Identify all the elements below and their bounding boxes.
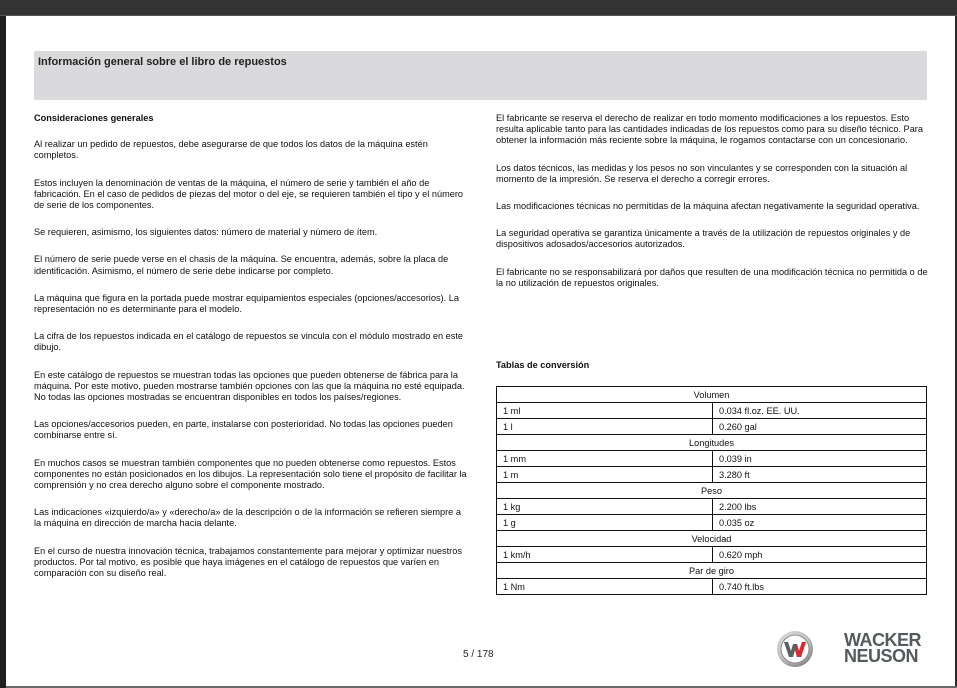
- document-page: [6, 16, 955, 686]
- paragraph: El número de serie puede verse en el chasis de la máquina. Se encuentra, además, sobre la placa de identificación. Asimismo, el número de serie debe indicarse por completo.: [34, 254, 449, 276]
- group-row: [497, 387, 927, 403]
- paragraph: Estos incluyen la denominación de ventas de la máquina, el número de serie y también el año de fabricación. En el caso de pedidos de piezas del motor o del eje, se requieren también el tipo y el número de serie de los componentes.: [34, 177, 464, 211]
- section-header-band: [34, 51, 927, 100]
- paragraph: Las opciones/accesorios pueden, en parte, instalarse con posterioridad. No todas las opciones pueden combinarse entre sí.: [34, 419, 453, 441]
- metric-cell: 1 kg: [497, 499, 713, 515]
- section-heading: Consideraciones generales: [34, 113, 154, 123]
- table-row: [497, 547, 927, 563]
- viewer-top-bar: [0, 0, 957, 16]
- metric-cell: 1 l: [497, 419, 713, 435]
- brand-wordmark: [844, 632, 921, 664]
- metric-cell: 1 ml: [497, 403, 713, 419]
- paragraph: Se requieren, asimismo, los siguientes datos: número de material y número de ítem.: [34, 227, 378, 238]
- right-column: [496, 113, 928, 305]
- left-column: [34, 113, 469, 595]
- page-title: Información general sobre el libro de repuestos: [38, 56, 287, 68]
- imperial-cell: 0.034 fl.oz. EE. UU.: [713, 403, 927, 419]
- paragraph: Al realizar un pedido de repuestos, debe asegurarse de que todos los datos de la máquina estén completos.: [34, 139, 428, 161]
- conversion-tables-heading: Tablas de conversión: [496, 360, 590, 370]
- paragraph: La máquina que figura en la portada puede mostrar equipamientos especiales (opciones/accesorios). La representación no es determinante para el modelo.: [34, 292, 459, 315]
- paragraph: El fabricante no se responsabilizará por daños que resulten de una modificación técnica no permitida o de la no utilización de repuestos originales.: [496, 266, 928, 288]
- group-row: [497, 483, 927, 499]
- group-row: [497, 563, 927, 579]
- paragraph: La cifra de los repuestos indicada en el catálogo de repuestos se vincula con el módulo mostrado en este dibujo.: [34, 331, 464, 353]
- imperial-cell: 0.035 oz: [713, 515, 927, 531]
- metric-cell: 1 mm: [497, 451, 713, 467]
- table-row: [497, 467, 927, 483]
- group-label: Par de giro: [497, 563, 927, 579]
- imperial-cell: 3.280 ft: [713, 467, 927, 483]
- page-indicator: 5 / 178: [463, 649, 494, 660]
- table-row: [497, 451, 927, 467]
- metric-cell: 1 Nm: [497, 579, 713, 595]
- imperial-cell: 2.200 lbs: [713, 499, 927, 515]
- wacker-neuson-emblem-icon: [776, 630, 814, 668]
- paragraph: En este catálogo de repuestos se muestran todas las opciones que pueden obtenerse de fábrica para la máquina. Por este motivo, pueden mostrarse también opciones con las que la máquina no esté equipada. No todas las opciones mostradas se encuentran disponibles en todos los países/regiones.: [34, 369, 465, 403]
- brand-line-2: NEUSON: [844, 646, 919, 666]
- paragraph: En muchos casos se muestran también componentes que no pueden obtenerse como repuestos. Estos componentes no están posicionados en los dibujos. La representación solo tiene el propósito de facilitar la comprensión y no crea derecho alguno sobre el componente mostrado.: [34, 457, 467, 491]
- paragraph: La seguridad operativa se garantiza únicamente a través de la utilización de repuestos originales y de dispositivos adosados/accesorios autorizados.: [496, 228, 911, 250]
- imperial-cell: 0.620 mph: [713, 547, 927, 563]
- paragraph: En el curso de nuestra innovación técnica, trabajamos constantemente para mejorar y optimizar nuestros productos. Por tal motivo, es posible que haya imágenes en el catálogo de repuestos que varíen en comparación con su diseño real.: [34, 545, 462, 579]
- metric-cell: 1 g: [497, 515, 713, 531]
- table-row: [497, 419, 927, 435]
- group-row: [497, 531, 927, 547]
- table-row: [497, 515, 927, 531]
- table-row: [497, 579, 927, 595]
- paragraph: Las modificaciones técnicas no permitidas de la máquina afectan negativamente la seguridad operativa.: [496, 201, 920, 212]
- group-row: [497, 435, 927, 451]
- metric-cell: 1 km/h: [497, 547, 713, 563]
- brand-logo: [776, 630, 936, 670]
- paragraph: El fabricante se reserva el derecho de realizar en todo momento modificaciones a los repuestos. Esto resulta aplicable tanto para las cantidades indicadas de los repuestos como para su diseño técnico. Para obtener la información más reciente sobre la máquina, le rogamos contactarse con un concesionario.: [496, 113, 923, 146]
- table-row: [497, 499, 927, 515]
- imperial-cell: 0.740 ft.lbs: [713, 579, 927, 595]
- imperial-cell: 0.260 gal: [713, 419, 927, 435]
- brand-line-1: WACKER: [844, 630, 921, 650]
- metric-cell: 1 m: [497, 467, 713, 483]
- imperial-cell: 0.039 in: [713, 451, 927, 467]
- group-label: Velocidad: [497, 531, 927, 547]
- paragraph: Los datos técnicos, las medidas y los pesos no son vinculantes y se corresponden con la situación al momento de la impresión. Se reserva el derecho a corregir errores.: [496, 162, 908, 184]
- group-label: Volumen: [497, 387, 927, 403]
- conversion-table: [496, 386, 927, 595]
- group-label: Longitudes: [497, 435, 927, 451]
- paragraph: Las indicaciones «izquierdo/a» y «derecho/a» de la descripción o de la información se refieren siempre a la máquina en dirección de marcha hacia delante.: [34, 507, 461, 529]
- table-row: [497, 403, 927, 419]
- group-label: Peso: [497, 483, 927, 499]
